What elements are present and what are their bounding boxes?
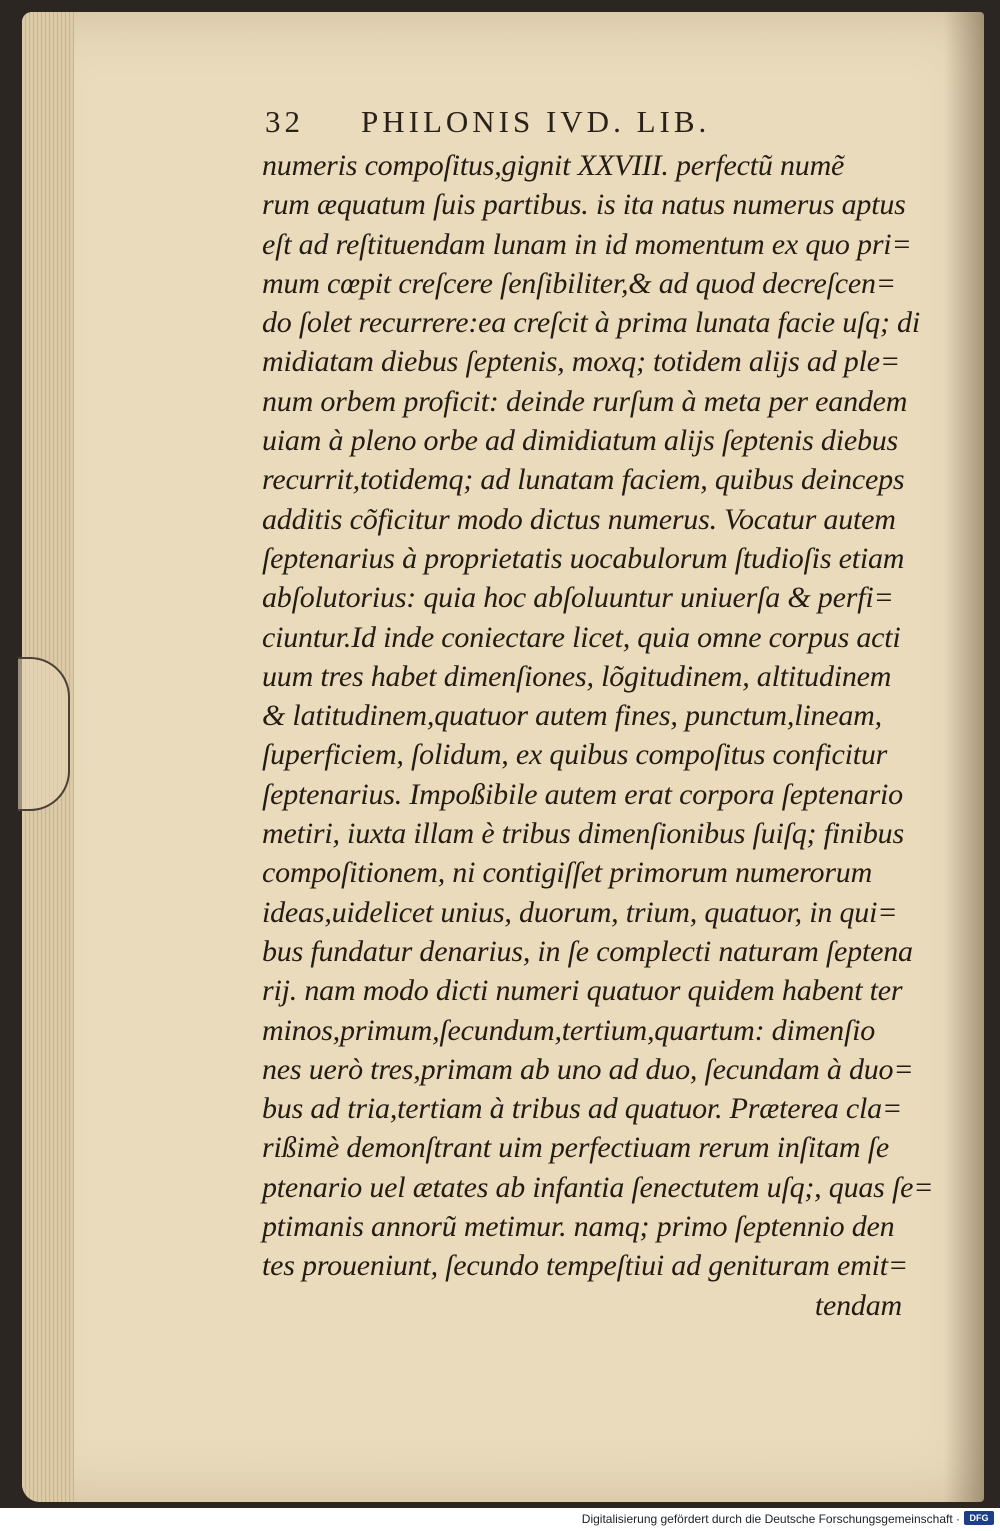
body-text: [262, 146, 934, 1325]
text-line: uiam à pleno orbe ad dimidiatum alijs ſeptenis diebus: [262, 424, 899, 458]
text-line: compoſitionem, ni contigiſſet primorum numerorum: [262, 856, 873, 890]
text-line: ciuntur.Id inde coniectare licet, quia omne corpus acti: [262, 620, 901, 654]
catchword: tendam: [814, 1288, 902, 1322]
digitization-credit: Digitalisierung gefördert durch die Deutsche Forschungsgemeinschaft ·: [581, 1512, 960, 1526]
text-line: ſeptenarius. Impoßibile autem erat corpora ſeptenario: [262, 777, 903, 811]
page-number: 32: [265, 104, 304, 139]
text-line: num orbem proficit: deinde rurſum à meta per eandem: [262, 384, 908, 418]
text-line: mum cœpit creſcere ſenſibiliter,& ad quod decreſcen=: [262, 266, 896, 300]
text-line: abſolutorius: quia hoc abſoluuntur uniuerſa & perfi=: [262, 581, 894, 615]
text-line: recurrit,totidemq; ad lunatam faciem, quibus deinceps: [262, 463, 905, 497]
text-line: additis cõficitur modo dictus numerus. Vocatur autem: [262, 502, 896, 536]
text-line: minos,primum,ſecundum,tertium,quartum: dimenſio: [262, 1013, 876, 1047]
text-line: ſuperficiem, ſolidum, ex quibus compoſitus conficitur: [262, 738, 888, 772]
text-line: ideas,uidelicet unius, duorum, trium, quatuor, in qui=: [262, 895, 898, 929]
bookmark-tab: [18, 657, 70, 811]
text-line: ſeptenarius à proprietatis uocabulorum ſtudioſis etiam: [262, 541, 905, 575]
text-line: & latitudinem,quatuor autem fines, punctum,lineam,: [262, 699, 882, 733]
running-head-title: PHILONIS IVD. LIB.: [361, 104, 711, 139]
text-line: midiatam diebus ſeptenis, moxq; totidem alijs ad ple=: [262, 345, 900, 379]
text-line: rum æquatum ſuis partibus. is ita natus numerus aptus: [262, 188, 906, 222]
text-line: bus fundatur denarius, in ſe complecti naturam ſeptena: [262, 934, 913, 968]
dfg-logo-icon: DFG: [964, 1511, 994, 1525]
text-line: nes uerò tres,primam ab uno ad duo, ſecundam à duo=: [262, 1052, 914, 1086]
text-line: numeris compoſitus,gignit XXVIII. perfectũ numẽ: [262, 149, 845, 182]
text-line: bus ad tria,tertiam à tribus ad quatuor. Præterea cla=: [262, 1092, 903, 1126]
text-line: eſt ad reſtituendam lunam in id momentum ex quo pri=: [262, 227, 912, 261]
text-line: tes proueniunt, ſecundo tempeſtiui ad genituram emit=: [262, 1249, 908, 1283]
running-header: [265, 104, 825, 144]
text-line: do ſolet recurrere:ea creſcit à prima lunata facie uſq; di: [262, 306, 920, 340]
spine-shadow: [944, 12, 984, 1502]
text-line: rißimè demonſtrant uim perfectiuam rerum inſitam ſe: [262, 1131, 889, 1165]
text-line: ptenario uel ætates ab infantia ſenectutem uſq;, quas ſe=: [262, 1170, 934, 1204]
text-line: metiri, iuxta illam è tribus dimenſionibus ſuiſq; finibus: [262, 817, 904, 851]
text-line: uum tres habet dimenſiones, lõgitudinem, altitudinem: [262, 659, 892, 693]
text-line: rij. nam modo dicti numeri quatuor quidem habent ter: [262, 974, 903, 1008]
text-line: ptimanis annorũ metimur. namq; primo ſeptennio den: [262, 1210, 895, 1244]
